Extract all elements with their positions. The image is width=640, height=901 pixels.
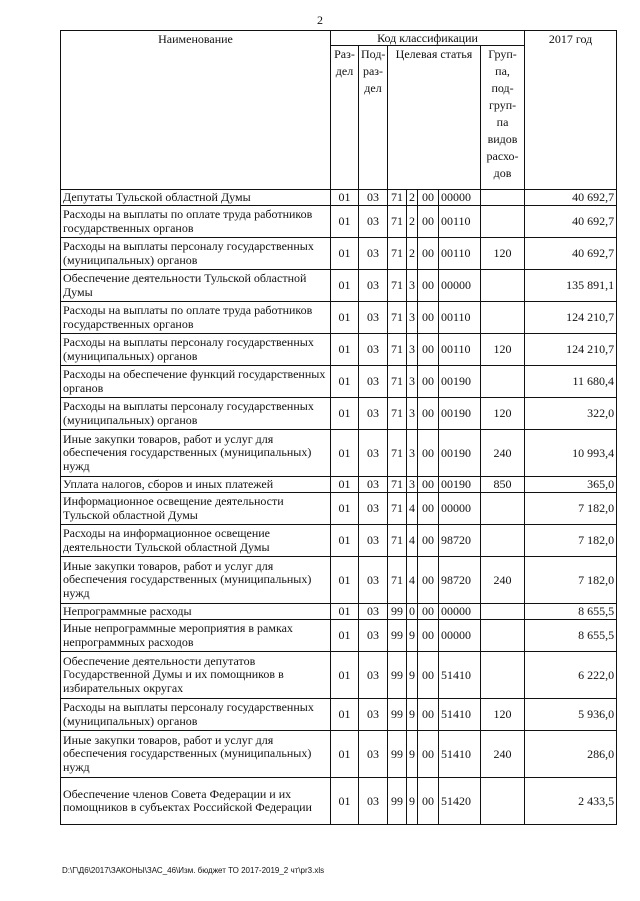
row-target-code-2: 4 — [407, 525, 418, 557]
row-target-code-2: 3 — [407, 366, 418, 398]
table-row — [61, 525, 617, 557]
row-target-code-2: 4 — [407, 557, 418, 604]
row-amount: 124 210,7 — [525, 302, 617, 334]
row-name: Расходы на выплаты персоналу государственных (муниципальных) органов — [61, 699, 331, 731]
row-target-code-3: 00 — [418, 620, 439, 652]
row-amount: 322,0 — [525, 398, 617, 430]
row-target-code-4: 00000 — [439, 270, 481, 302]
row-subsection-code: 03 — [359, 270, 388, 302]
row-target-code-1: 99 — [388, 620, 407, 652]
header-target-article: Целевая статья — [388, 46, 481, 190]
row-amount: 8 655,5 — [525, 620, 617, 652]
row-amount: 365,0 — [525, 477, 617, 493]
row-subsection-code: 03 — [359, 477, 388, 493]
row-name: Информационное освещение деятельности Тульской областной Думы — [61, 493, 331, 525]
row-target-code-1: 99 — [388, 604, 407, 620]
row-section-code: 01 — [331, 620, 359, 652]
row-subsection-code: 03 — [359, 238, 388, 270]
row-target-code-3: 00 — [418, 206, 439, 238]
budget-table — [60, 30, 617, 825]
row-target-code-1: 99 — [388, 699, 407, 731]
row-expense-type-code — [481, 778, 525, 825]
row-target-code-3: 00 — [418, 493, 439, 525]
table-row — [61, 190, 617, 206]
row-target-code-2: 9 — [407, 731, 418, 778]
row-amount: 7 182,0 — [525, 525, 617, 557]
row-subsection-code: 03 — [359, 699, 388, 731]
row-expense-type-code: 850 — [481, 477, 525, 493]
row-target-code-4: 00190 — [439, 398, 481, 430]
row-target-code-2: 9 — [407, 699, 418, 731]
row-target-code-1: 71 — [388, 430, 407, 477]
row-target-code-1: 71 — [388, 334, 407, 366]
row-section-code: 01 — [331, 699, 359, 731]
row-section-code: 01 — [331, 778, 359, 825]
row-target-code-2: 3 — [407, 270, 418, 302]
header-section: Раз- дел — [331, 46, 359, 190]
table-row — [61, 731, 617, 778]
row-amount: 5 936,0 — [525, 699, 617, 731]
row-section-code: 01 — [331, 477, 359, 493]
row-section-code: 01 — [331, 557, 359, 604]
row-target-code-1: 71 — [388, 270, 407, 302]
table-row — [61, 557, 617, 604]
row-target-code-3: 00 — [418, 302, 439, 334]
row-amount: 40 692,7 — [525, 190, 617, 206]
row-section-code: 01 — [331, 334, 359, 366]
row-subsection-code: 03 — [359, 430, 388, 477]
row-subsection-code: 03 — [359, 366, 388, 398]
row-target-code-2: 2 — [407, 238, 418, 270]
row-amount: 6 222,0 — [525, 652, 617, 699]
row-target-code-4: 00000 — [439, 604, 481, 620]
table-row — [61, 477, 617, 493]
row-target-code-3: 00 — [418, 557, 439, 604]
row-target-code-2: 3 — [407, 430, 418, 477]
row-target-code-2: 9 — [407, 652, 418, 699]
row-subsection-code: 03 — [359, 302, 388, 334]
table-row — [61, 302, 617, 334]
row-target-code-4: 98720 — [439, 525, 481, 557]
row-subsection-code: 03 — [359, 731, 388, 778]
header-year: 2017 год — [525, 31, 617, 190]
row-target-code-4: 00110 — [439, 302, 481, 334]
row-subsection-code: 03 — [359, 398, 388, 430]
row-name: Расходы на выплаты персоналу государственных (муниципальных) органов — [61, 398, 331, 430]
row-target-code-1: 99 — [388, 731, 407, 778]
row-amount: 135 891,1 — [525, 270, 617, 302]
row-expense-type-code: 240 — [481, 731, 525, 778]
row-target-code-2: 3 — [407, 302, 418, 334]
row-amount: 40 692,7 — [525, 206, 617, 238]
table-row — [61, 366, 617, 398]
row-name: Обеспечение деятельности депутатов Государственной Думы и их помощников в избирательных округах — [61, 652, 331, 699]
row-target-code-2: 0 — [407, 604, 418, 620]
row-amount: 40 692,7 — [525, 238, 617, 270]
row-target-code-4: 51410 — [439, 652, 481, 699]
row-target-code-3: 00 — [418, 398, 439, 430]
row-target-code-4: 00110 — [439, 334, 481, 366]
row-expense-type-code — [481, 620, 525, 652]
table-row — [61, 206, 617, 238]
row-expense-type-code — [481, 525, 525, 557]
row-amount: 7 182,0 — [525, 493, 617, 525]
row-target-code-1: 99 — [388, 778, 407, 825]
row-subsection-code: 03 — [359, 334, 388, 366]
row-section-code: 01 — [331, 652, 359, 699]
row-name: Иные закупки товаров, работ и услуг для обеспечения государственных (муниципальных) нужд — [61, 731, 331, 778]
row-target-code-4: 00110 — [439, 206, 481, 238]
table-row — [61, 620, 617, 652]
header-name: Наименование — [61, 31, 331, 190]
row-target-code-3: 00 — [418, 477, 439, 493]
row-section-code: 01 — [331, 731, 359, 778]
row-expense-type-code: 240 — [481, 430, 525, 477]
row-target-code-1: 71 — [388, 238, 407, 270]
row-expense-type-code — [481, 652, 525, 699]
row-section-code: 01 — [331, 604, 359, 620]
header-expense-group: Груп- па, под- груп- па видов расхо- дов — [481, 46, 525, 190]
row-subsection-code: 03 — [359, 778, 388, 825]
row-target-code-3: 00 — [418, 190, 439, 206]
row-section-code: 01 — [331, 190, 359, 206]
row-name: Иные непрограммные мероприятия в рамках непрограммных расходов — [61, 620, 331, 652]
row-name: Уплата налогов, сборов и иных платежей — [61, 477, 331, 493]
row-target-code-4: 00110 — [439, 238, 481, 270]
row-target-code-2: 2 — [407, 190, 418, 206]
row-target-code-1: 71 — [388, 398, 407, 430]
table-row — [61, 493, 617, 525]
row-expense-type-code — [481, 604, 525, 620]
row-name: Расходы на выплаты персоналу государственных (муниципальных) органов — [61, 238, 331, 270]
row-target-code-2: 2 — [407, 206, 418, 238]
table-row — [61, 699, 617, 731]
row-target-code-2: 9 — [407, 778, 418, 825]
row-target-code-2: 3 — [407, 477, 418, 493]
table-row — [61, 238, 617, 270]
row-target-code-2: 4 — [407, 493, 418, 525]
row-section-code: 01 — [331, 398, 359, 430]
row-subsection-code: 03 — [359, 190, 388, 206]
row-target-code-3: 00 — [418, 334, 439, 366]
file-path-footer: D:\Г\Д6\2017\ЗАКОНЫ\ЗАС_46\Изм. бюджет ТО 2017-2019_2 чт\pr3.xls — [62, 866, 325, 875]
row-section-code: 01 — [331, 493, 359, 525]
row-name: Расходы на выплаты по оплате труда работников государственных органов — [61, 302, 331, 334]
row-target-code-4: 51420 — [439, 778, 481, 825]
row-target-code-1: 71 — [388, 190, 407, 206]
row-name: Обеспечение деятельности Тульской областной Думы — [61, 270, 331, 302]
row-amount: 8 655,5 — [525, 604, 617, 620]
row-subsection-code: 03 — [359, 557, 388, 604]
row-target-code-3: 00 — [418, 699, 439, 731]
row-expense-type-code — [481, 190, 525, 206]
row-amount: 286,0 — [525, 731, 617, 778]
row-target-code-4: 00000 — [439, 620, 481, 652]
row-target-code-2: 3 — [407, 334, 418, 366]
row-name: Расходы на выплаты по оплате труда работников государственных органов — [61, 206, 331, 238]
row-target-code-4: 00190 — [439, 477, 481, 493]
row-target-code-3: 00 — [418, 778, 439, 825]
row-expense-type-code: 120 — [481, 699, 525, 731]
table-row — [61, 778, 617, 825]
row-target-code-4: 98720 — [439, 557, 481, 604]
row-target-code-1: 99 — [388, 652, 407, 699]
row-target-code-3: 00 — [418, 652, 439, 699]
table-body — [61, 190, 617, 825]
table-row — [61, 604, 617, 620]
row-expense-type-code — [481, 302, 525, 334]
row-subsection-code: 03 — [359, 525, 388, 557]
row-name: Иные закупки товаров, работ и услуг для обеспечения государственных (муниципальных) нужд — [61, 430, 331, 477]
row-subsection-code: 03 — [359, 604, 388, 620]
row-target-code-4: 00190 — [439, 366, 481, 398]
row-target-code-4: 00190 — [439, 430, 481, 477]
row-target-code-1: 71 — [388, 557, 407, 604]
header-subsection: Под- раз- дел — [359, 46, 388, 190]
row-name: Обеспечение членов Совета Федерации и их помощников в субъектах Российской Федерации — [61, 778, 331, 825]
row-target-code-4: 51410 — [439, 699, 481, 731]
row-target-code-1: 71 — [388, 493, 407, 525]
row-target-code-3: 00 — [418, 366, 439, 398]
row-target-code-2: 9 — [407, 620, 418, 652]
row-section-code: 01 — [331, 302, 359, 334]
row-target-code-3: 00 — [418, 731, 439, 778]
row-subsection-code: 03 — [359, 206, 388, 238]
row-amount: 124 210,7 — [525, 334, 617, 366]
row-target-code-2: 3 — [407, 398, 418, 430]
row-name: Расходы на выплаты персоналу государственных (муниципальных) органов — [61, 334, 331, 366]
row-expense-type-code — [481, 493, 525, 525]
row-target-code-3: 00 — [418, 430, 439, 477]
row-subsection-code: 03 — [359, 620, 388, 652]
row-target-code-3: 00 — [418, 604, 439, 620]
row-subsection-code: 03 — [359, 652, 388, 699]
row-amount: 10 993,4 — [525, 430, 617, 477]
row-name: Расходы на обеспечение функций государственных органов — [61, 366, 331, 398]
row-section-code: 01 — [331, 206, 359, 238]
row-amount: 11 680,4 — [525, 366, 617, 398]
row-target-code-1: 71 — [388, 302, 407, 334]
row-target-code-4: 00000 — [439, 190, 481, 206]
row-expense-type-code: 120 — [481, 398, 525, 430]
table-row — [61, 398, 617, 430]
row-expense-type-code — [481, 366, 525, 398]
row-target-code-4: 00000 — [439, 493, 481, 525]
row-expense-type-code — [481, 206, 525, 238]
row-section-code: 01 — [331, 270, 359, 302]
row-amount: 7 182,0 — [525, 557, 617, 604]
table-row — [61, 270, 617, 302]
row-name: Расходы на информационное освещение деятельности Тульской областной Думы — [61, 525, 331, 557]
row-target-code-4: 51410 — [439, 731, 481, 778]
row-expense-type-code — [481, 270, 525, 302]
row-target-code-1: 71 — [388, 525, 407, 557]
table-row — [61, 652, 617, 699]
row-expense-type-code: 240 — [481, 557, 525, 604]
row-target-code-1: 71 — [388, 477, 407, 493]
table-row — [61, 430, 617, 477]
row-target-code-3: 00 — [418, 270, 439, 302]
page-number: 2 — [317, 13, 323, 27]
row-section-code: 01 — [331, 525, 359, 557]
row-expense-type-code: 120 — [481, 238, 525, 270]
row-section-code: 01 — [331, 238, 359, 270]
row-target-code-1: 71 — [388, 206, 407, 238]
row-expense-type-code: 120 — [481, 334, 525, 366]
row-section-code: 01 — [331, 366, 359, 398]
row-name: Непрограммные расходы — [61, 604, 331, 620]
table-row — [61, 334, 617, 366]
row-target-code-3: 00 — [418, 238, 439, 270]
row-subsection-code: 03 — [359, 493, 388, 525]
row-target-code-1: 71 — [388, 366, 407, 398]
row-name: Депутаты Тульской областной Думы — [61, 190, 331, 206]
row-section-code: 01 — [331, 430, 359, 477]
header-classification: Код классификации — [331, 31, 525, 46]
row-amount: 2 433,5 — [525, 778, 617, 825]
row-name: Иные закупки товаров, работ и услуг для обеспечения государственных (муниципальных) нужд — [61, 557, 331, 604]
row-target-code-3: 00 — [418, 525, 439, 557]
